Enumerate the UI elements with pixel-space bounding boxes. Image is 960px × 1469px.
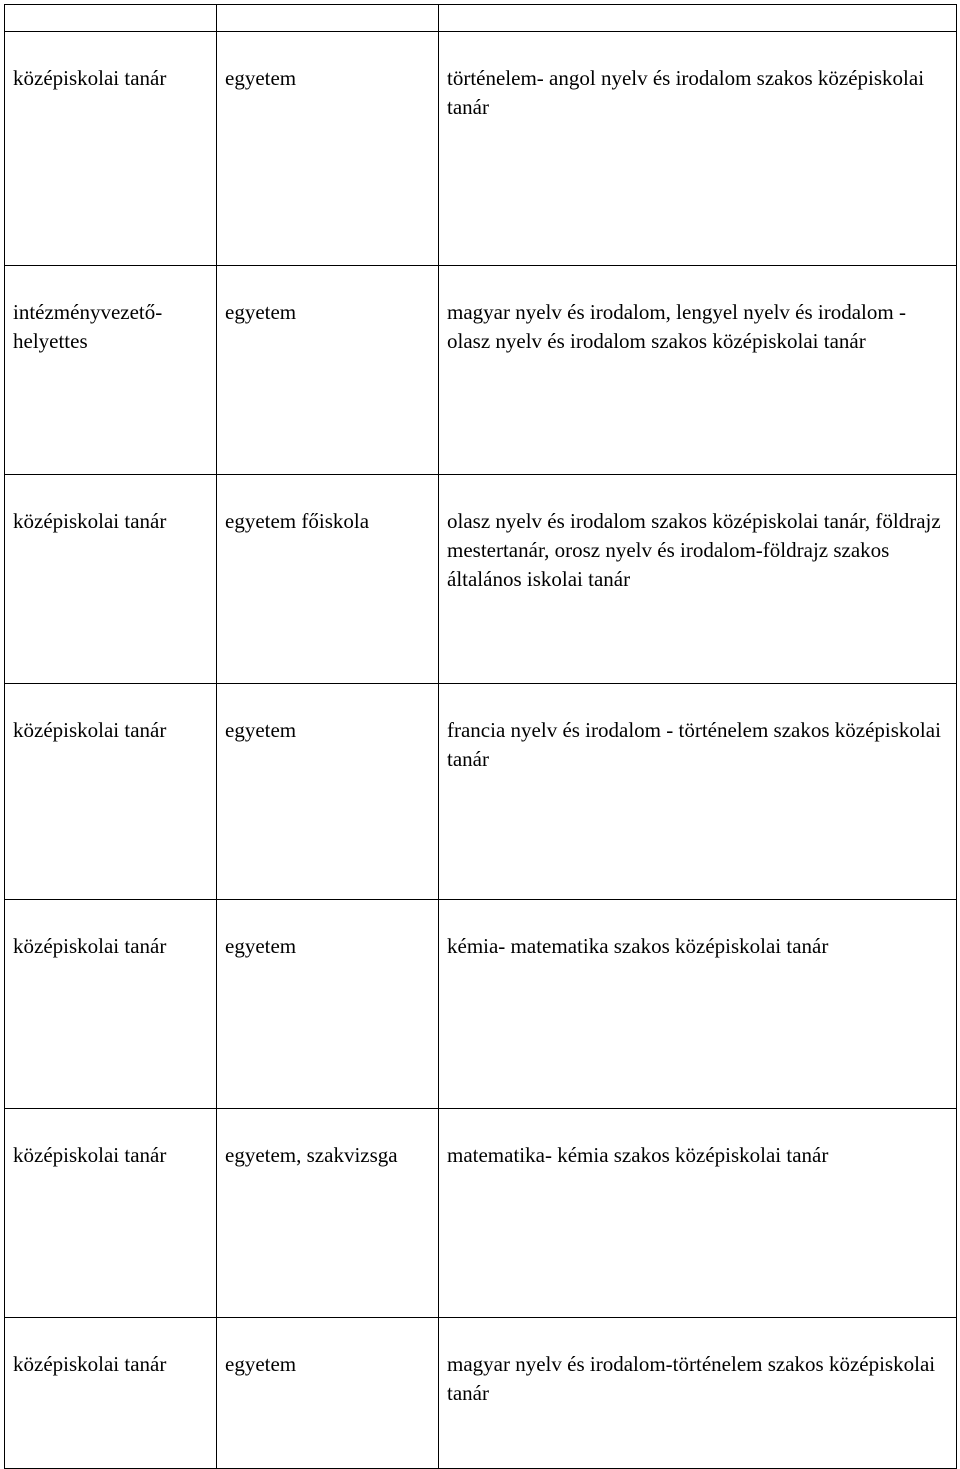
qualification-cell: magyar nyelv és irodalom-történelem szakos középiskolai tanár: [439, 1318, 957, 1469]
table-header-row: [5, 5, 957, 32]
position-cell: középiskolai tanár: [5, 684, 217, 900]
staff-table: [4, 4, 957, 1469]
table-row: [5, 32, 957, 266]
qualification-cell: történelem- angol nyelv és irodalom szakos középiskolai tanár: [439, 32, 957, 266]
table-row: [5, 684, 957, 900]
header-cell: [5, 5, 217, 32]
position-cell: középiskolai tanár: [5, 1318, 217, 1469]
header-cell: [439, 5, 957, 32]
qualification-cell: kémia- matematika szakos középiskolai tanár: [439, 900, 957, 1109]
qualification-cell: magyar nyelv és irodalom, lengyel nyelv és irodalom - olasz nyelv és irodalom szakos középiskolai tanár: [439, 266, 957, 475]
education-cell: egyetem: [217, 1318, 439, 1469]
position-cell: középiskolai tanár: [5, 1109, 217, 1318]
education-cell: egyetem: [217, 32, 439, 266]
header-cell: [217, 5, 439, 32]
position-cell: intézményvezető-helyettes: [5, 266, 217, 475]
education-cell: egyetem: [217, 684, 439, 900]
position-cell: középiskolai tanár: [5, 32, 217, 266]
qualification-cell: olasz nyelv és irodalom szakos középiskolai tanár, földrajz mestertanár, orosz nyelv és irodalom-földrajz szakos általános iskolai tanár: [439, 475, 957, 684]
table-row: [5, 475, 957, 684]
education-cell: egyetem: [217, 900, 439, 1109]
education-cell: egyetem főiskola: [217, 475, 439, 684]
table-row: [5, 1318, 957, 1469]
education-cell: egyetem, szakvizsga: [217, 1109, 439, 1318]
position-cell: középiskolai tanár: [5, 900, 217, 1109]
table-row: [5, 1109, 957, 1318]
qualification-cell: matematika- kémia szakos középiskolai tanár: [439, 1109, 957, 1318]
education-cell: egyetem: [217, 266, 439, 475]
position-cell: középiskolai tanár: [5, 475, 217, 684]
table-row: [5, 266, 957, 475]
qualification-cell: francia nyelv és irodalom - történelem szakos középiskolai tanár: [439, 684, 957, 900]
table-row: [5, 900, 957, 1109]
